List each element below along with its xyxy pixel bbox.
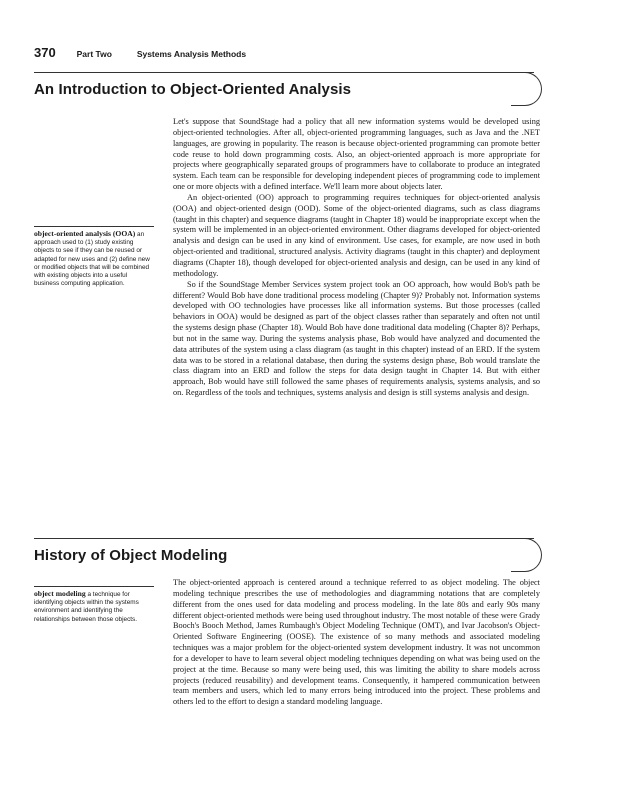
definition-text: a technique for identifying objects within the systems environment and identifying the relationships between those objects. [34,591,139,623]
page-number: 370 [34,45,56,60]
section-title: An Introduction to Object-Oriented Analysis [34,81,352,98]
definition-text: an approach used to (1) study existing objects to see if they can be reused or adapted for new uses and (2) define new or modified objects that will be combined with existing objects into a useful business computing application. [34,231,150,288]
section-body-ooa [173,117,540,399]
heading-bracket [511,538,542,572]
definition-term: object-oriented analysis (OOA) [34,229,136,238]
paragraph: So if the SoundStage Member Services system project took an OO approach, how would Bob's path be different? Would Bob have done traditional process modeling (Chapter 9)? Probably not. Information systems developed with OO technologies have processes like all information systems. But those processes (called behaviors in OOA) would be designed as part of the object classes rather than separately and often not until the systems design phase (Chapter 18). Would Bob have done traditional data modeling (Chapter 8)? Perhaps, but not in the same way. During the systems analysis phase, Bob would have analyzed and documented the data attributes of the system using a class diagram (as taught in this chapter) instead of an ERD. If the system data was to be stored in a relational database, then during the systems design phase, Bob would translate the class diagram into an ERD and follow the steps for data design taught in Chapter 14. But with either approach, Bob would have still followed the same phases of requirements analysis, systems analysis, and so on. Regardless of the tools and techniques, systems analysis and design is still systems analysis and design. [173,279,540,398]
section-title: History of Object Modeling [34,547,228,564]
part-label: Part Two [76,49,112,59]
paragraph: Let's suppose that SoundStage had a policy that all new information systems would be developed using object-oriented technologies. After all, object-oriented programming languages, such as Java and the .NET languages, are growing in popularity. The reason is because object-oriented programming can promote better code reuse to hold down programming costs. Also, an object-oriented approach is more appropriate for projects where geographically separated groups of programmers have to collaborate to produce an integrated system. Each team can be responsible for developing independent pieces of programming code to implement one or more objects with a defined interface. We'll learn more about objects later. [173,117,540,192]
definition-term: object modeling [34,589,86,598]
section-heading-history [34,538,542,572]
section-heading-ooa [34,72,542,106]
section-body-history [173,578,540,708]
heading-bracket [511,72,542,106]
running-head [34,45,246,60]
heading-rule [34,72,534,73]
margin-definition-object-modeling [34,586,154,624]
paragraph: The object-oriented approach is centered around a technique referred to as object modeling. The object modeling technique prescribes the use of methodologies and diagramming notations that are completely different from the ones used for data modeling and process modeling. In the late 80s and early 90s many different object-oriented methods were being used throughout industry. The most notable of these were Grady Booch's Booch Method, James Rumbaugh's Object Modeling Technique (OMT), and Ivar Jacobson's Object-Oriented Software Engineering (OOSE). The existence of so many methods and associated modeling techniques was a major problem for the object-oriented system development industry. It was not uncommon for a developer to have to learn several object modeling techniques depending on what was being used on the project at the time. Because so many were being used, this was limiting the ability to share models across projects (reduced reusability) and development teams. Consequently, it hampered communication between team members and users, which led to many errors being introduced into the project. These problems and others led to the effort to design a standard modeling language. [173,578,540,707]
paragraph: An object-oriented (OO) approach to programming requires techniques for object-oriented analysis (OOA) and object-oriented design (OOD). Some of the object-oriented diagrams, such as class diagrams (taught in this chapter) and sequence diagrams (taught in Chapter 18) would be inappropriate except when the system will be implemented in an object-oriented environment. Other diagrams developed for object-oriented analysis and design can be used in any kind of environment. Use cases, for example, are now used in both object-oriented and traditional, structured analysis. Activity diagrams (taught in this chapter) and deployment diagrams (Chapter 18), though developed for object-oriented analysis and design, can be used in any kind of methodology. [173,192,540,278]
margin-definition-ooa [34,226,154,288]
running-title: Systems Analysis Methods [136,49,247,59]
heading-rule [34,538,534,539]
